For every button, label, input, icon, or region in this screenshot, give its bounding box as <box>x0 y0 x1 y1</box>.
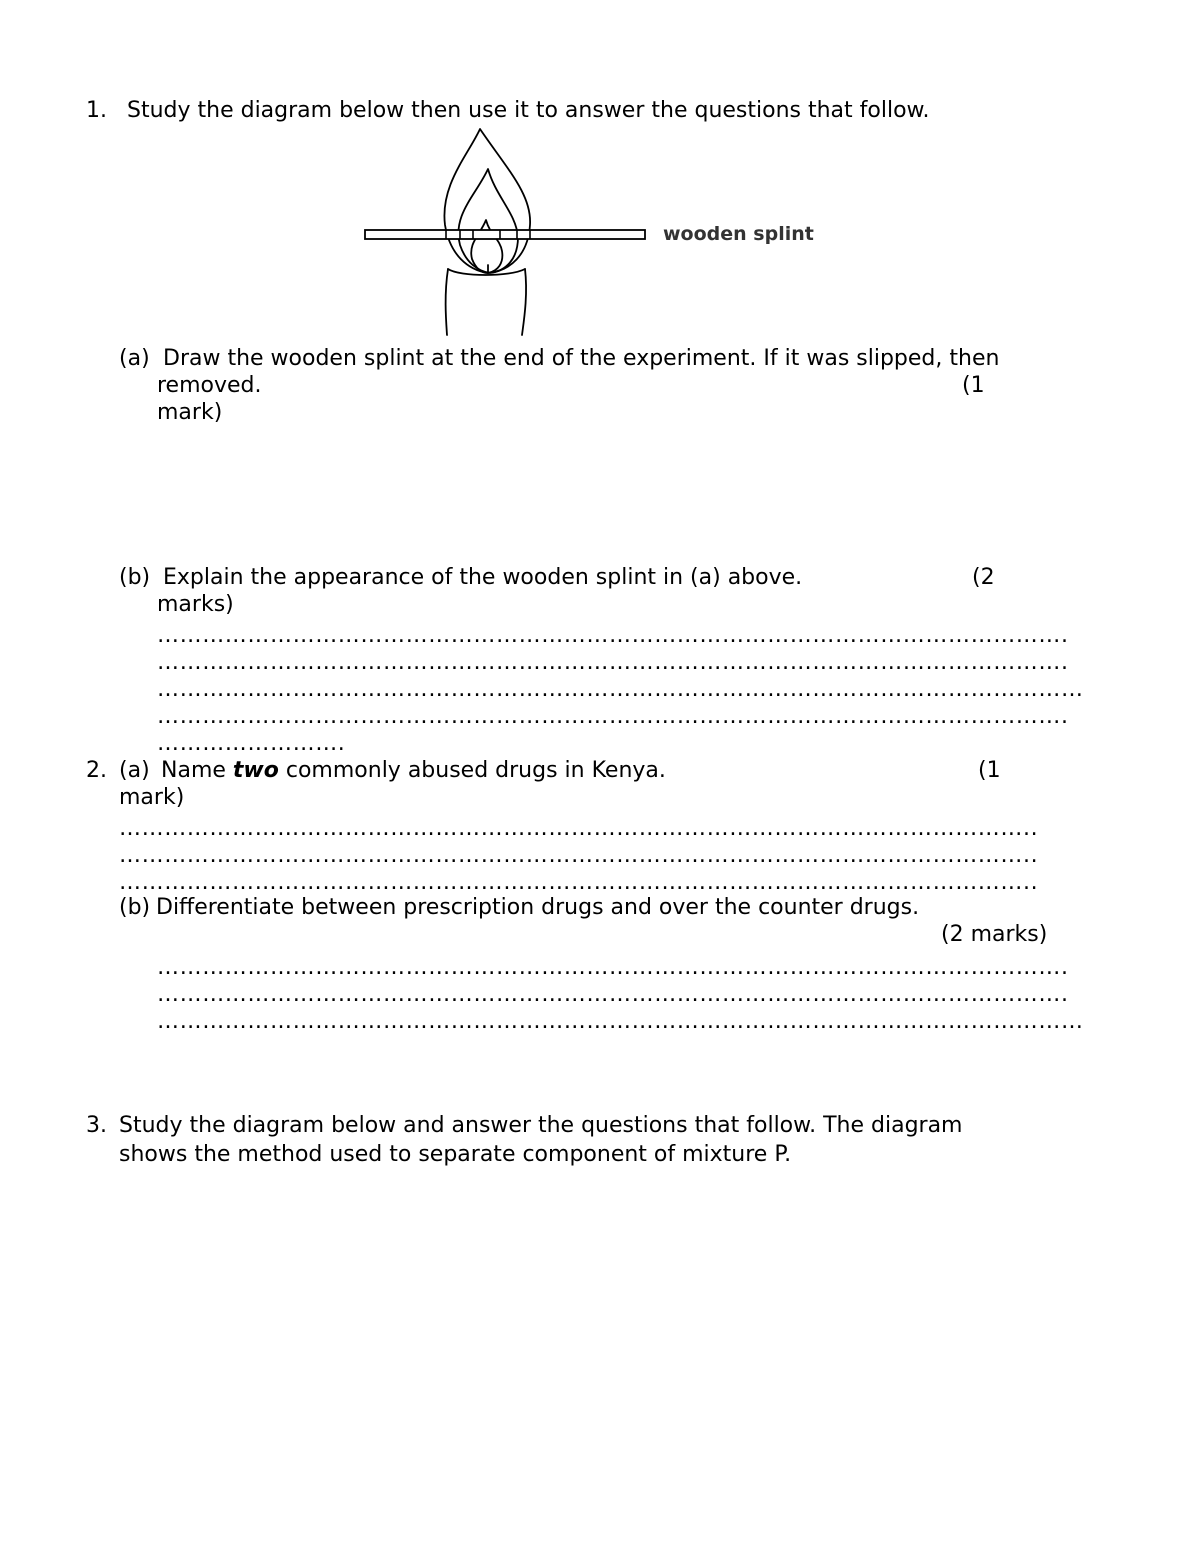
q1a-label: (a) <box>119 346 150 371</box>
answer-line[interactable]: ………………………………………………………………………………………………………….. <box>119 843 1039 868</box>
candle-right-side <box>522 269 526 335</box>
q3-number: 3. <box>86 1113 107 1138</box>
q1b-marks-cont: marks) <box>157 592 234 617</box>
q2a-marks: (1 <box>978 758 1001 783</box>
answer-line[interactable]: …………………………………………………………………………………………………………. <box>157 982 1069 1007</box>
candle-splint-diagram <box>350 125 830 340</box>
q2a-label: (a) <box>119 758 150 783</box>
q1a-text: Draw the wooden splint at the end of the experiment. If it was slipped, then <box>163 346 1000 371</box>
q1a-text-cont: removed. <box>157 373 262 398</box>
q2b-text: Differentiate between prescription drugs and over the counter drugs. <box>156 895 920 920</box>
q2a-text <box>161 757 666 784</box>
q1b-marks: (2 <box>972 565 995 590</box>
q3-line2: shows the method used to separate component of mixture P. <box>119 1142 792 1167</box>
wooden-splint <box>365 230 645 239</box>
q2a-text-before: Name <box>161 758 233 783</box>
answer-line[interactable]: ………………………………………………………………………………………………………….. <box>119 816 1039 841</box>
q2-number: 2. <box>86 758 107 783</box>
candle-left-side <box>446 269 448 335</box>
q2b-label: (b) <box>119 895 151 920</box>
answer-line[interactable]: …………………………………………………………………………………………………………… <box>157 677 1084 702</box>
q1b-label: (b) <box>119 565 151 590</box>
answer-line[interactable]: …………………………………………………………………………………………………………… <box>157 1009 1084 1034</box>
wooden-splint-label: wooden splint <box>663 223 814 245</box>
q2b-marks: (2 marks) <box>941 922 1048 947</box>
q1b-text: Explain the appearance of the wooden splint in (a) above. <box>163 565 803 590</box>
q3-line1: Study the diagram below and answer the questions that follow. The diagram <box>119 1113 963 1138</box>
outer-flame <box>444 129 530 273</box>
answer-line[interactable]: …………………………………………………………………………………………………………. <box>157 650 1069 675</box>
q1a-marks: (1 <box>962 373 985 398</box>
q2a-emphasis: two <box>232 758 279 783</box>
q1-number: 1. <box>86 98 107 123</box>
q1-prompt: Study the diagram below then use it to answer the questions that follow. <box>127 98 930 123</box>
q2a-text-after: commonly abused drugs in Kenya. <box>278 758 666 783</box>
answer-line[interactable]: …………………………………………………………………………………………………………. <box>157 704 1069 729</box>
answer-line[interactable]: ……………………. <box>157 731 346 756</box>
q2a-marks-cont: mark) <box>119 785 185 810</box>
answer-line[interactable]: …………………………………………………………………………………………………………. <box>157 955 1069 980</box>
middle-flame <box>458 169 518 273</box>
q1a-marks-cont: mark) <box>157 400 223 425</box>
answer-line[interactable]: …………………………………………………………………………………………………………. <box>157 623 1069 648</box>
inner-flame <box>471 220 502 273</box>
answer-line[interactable]: ………………………………………………………………………………………………………….. <box>119 870 1039 895</box>
